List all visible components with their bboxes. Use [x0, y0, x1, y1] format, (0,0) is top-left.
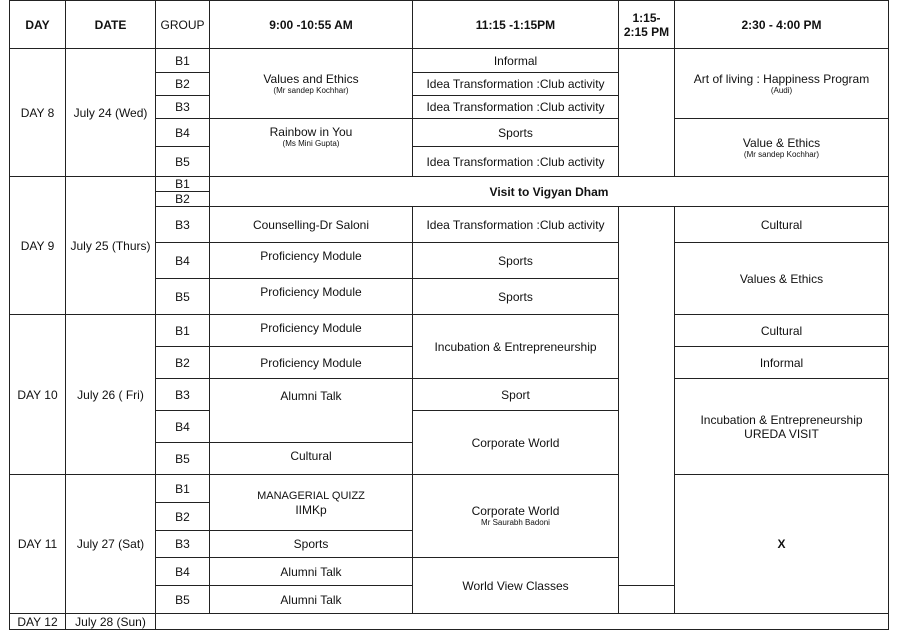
session-cell: Proficiency Module	[210, 279, 413, 315]
session-cell: Cultural	[210, 443, 413, 475]
group-cell: B2	[156, 503, 210, 531]
header-slot1: 9:00 -10:55 AM	[210, 1, 413, 49]
group-cell: B4	[156, 558, 210, 586]
table-row	[10, 49, 889, 73]
group-cell: B3	[156, 96, 210, 119]
table-row	[10, 177, 889, 192]
session-cell: Idea Transformation :Club activity	[413, 73, 619, 96]
group-cell: B1	[156, 49, 210, 73]
session-cell: Proficiency Module	[210, 243, 413, 279]
session-subtitle: UREDA VISIT	[744, 426, 819, 441]
session-cell: Sports	[413, 243, 619, 279]
session-title: MANAGERIAL QUIZZ	[257, 489, 365, 502]
session-cell: Cultural	[675, 207, 889, 243]
session-speaker: (Mr sandep Kochhar)	[743, 149, 820, 159]
day12-day: DAY 12	[10, 614, 66, 630]
session-venue: (Audi)	[770, 85, 793, 95]
group-cell: B5	[156, 147, 210, 177]
day10-slot4-incubation	[675, 379, 889, 475]
session-cell: Proficiency Module	[210, 315, 413, 347]
session-title: Rainbow in You	[269, 125, 353, 139]
lunch-cell	[619, 207, 675, 586]
session-speaker: (Ms Mini Gupta)	[282, 139, 340, 148]
group-cell: B4	[156, 243, 210, 279]
session-cell: Values & Ethics	[675, 243, 889, 315]
group-cell: B2	[156, 73, 210, 96]
header-slot3: 1:15-2:15 PM	[619, 1, 675, 49]
header-slot2: 11:15 -1:15PM	[413, 1, 619, 49]
session-cell: Proficiency Module	[210, 347, 413, 379]
session-cell: Incubation & Entrepreneurship	[413, 315, 619, 379]
group-cell: B1	[156, 177, 210, 192]
day10-date: July 26 ( Fri)	[66, 315, 156, 475]
group-cell: B2	[156, 347, 210, 379]
day11-corporate-world	[413, 475, 619, 558]
session-cell: Sports	[210, 531, 413, 558]
session-cell: Idea Transformation :Club activity	[413, 147, 619, 177]
group-cell: B1	[156, 475, 210, 503]
header-group: GROUP	[156, 1, 210, 49]
header-row	[10, 1, 889, 49]
group-cell: B5	[156, 586, 210, 614]
session-title: Art of living : Happiness Program	[693, 71, 870, 86]
session-cell: Idea Transformation :Club activity	[413, 96, 619, 119]
group-cell: B3	[156, 531, 210, 558]
group-cell: B1	[156, 315, 210, 347]
table-row	[10, 475, 889, 503]
session-cell: Alumni Talk	[210, 558, 413, 586]
table-row	[10, 315, 889, 347]
session-speaker: Mr Saurabh Badoni	[481, 518, 550, 527]
session-subtitle: IIMKp	[295, 502, 327, 517]
session-cell: Sport	[413, 379, 619, 411]
group-cell: B3	[156, 207, 210, 243]
day8-slot4-art-of-living	[675, 49, 889, 119]
session-cell: Cultural	[675, 315, 889, 347]
group-cell: B4	[156, 411, 210, 443]
day8-slot4-value-ethics	[675, 119, 889, 177]
day10-day: DAY 10	[10, 315, 66, 475]
session-cell: World View Classes	[413, 558, 619, 614]
day11-x-mark: X	[675, 475, 889, 614]
session-cell: Alumni Talk	[210, 586, 413, 614]
session-speaker: (Mr sandep Kochhar)	[273, 85, 349, 95]
empty-cell	[156, 614, 889, 630]
session-cell: Sports	[413, 119, 619, 147]
group-cell: B5	[156, 279, 210, 315]
session-cell: Sports	[413, 279, 619, 315]
day9-day: DAY 9	[10, 177, 66, 315]
day9-date: July 25 (Thurs)	[66, 177, 156, 315]
day8-slot1-values-ethics	[210, 49, 413, 119]
header-date: DATE	[66, 1, 156, 49]
session-title: Value & Ethics	[742, 135, 821, 150]
day8-lunch-cell	[619, 49, 675, 177]
group-cell: B5	[156, 443, 210, 475]
day8-date: July 24 (Wed)	[66, 49, 156, 177]
schedule-table	[9, 0, 889, 630]
session-title: Values and Ethics	[263, 71, 359, 86]
session-title: Incubation & Entrepreneurship	[700, 412, 863, 427]
group-cell: B3	[156, 379, 210, 411]
day9-visit-vigyan-dham: Visit to Vigyan Dham	[210, 177, 889, 207]
session-cell: Informal	[675, 347, 889, 379]
day8-slot1-rainbow	[210, 119, 413, 177]
day11-day: DAY 11	[10, 475, 66, 614]
session-cell: Corporate World	[413, 411, 619, 475]
day11-managerial-quiz	[210, 475, 413, 531]
group-cell: B2	[156, 192, 210, 207]
session-cell: Alumni Talk	[210, 379, 413, 443]
session-cell: Counselling-Dr Saloni	[210, 207, 413, 243]
session-cell: Informal	[413, 49, 619, 73]
day12-date: July 28 (Sun)	[66, 614, 156, 630]
header-day: DAY	[10, 1, 66, 49]
day11-date: July 27 (Sat)	[66, 475, 156, 614]
table-row	[10, 614, 889, 630]
day8-day: DAY 8	[10, 49, 66, 177]
session-cell: Idea Transformation :Club activity	[413, 207, 619, 243]
session-title: Corporate World	[471, 504, 560, 518]
group-cell: B4	[156, 119, 210, 147]
header-slot4: 2:30 - 4:00 PM	[675, 1, 889, 49]
